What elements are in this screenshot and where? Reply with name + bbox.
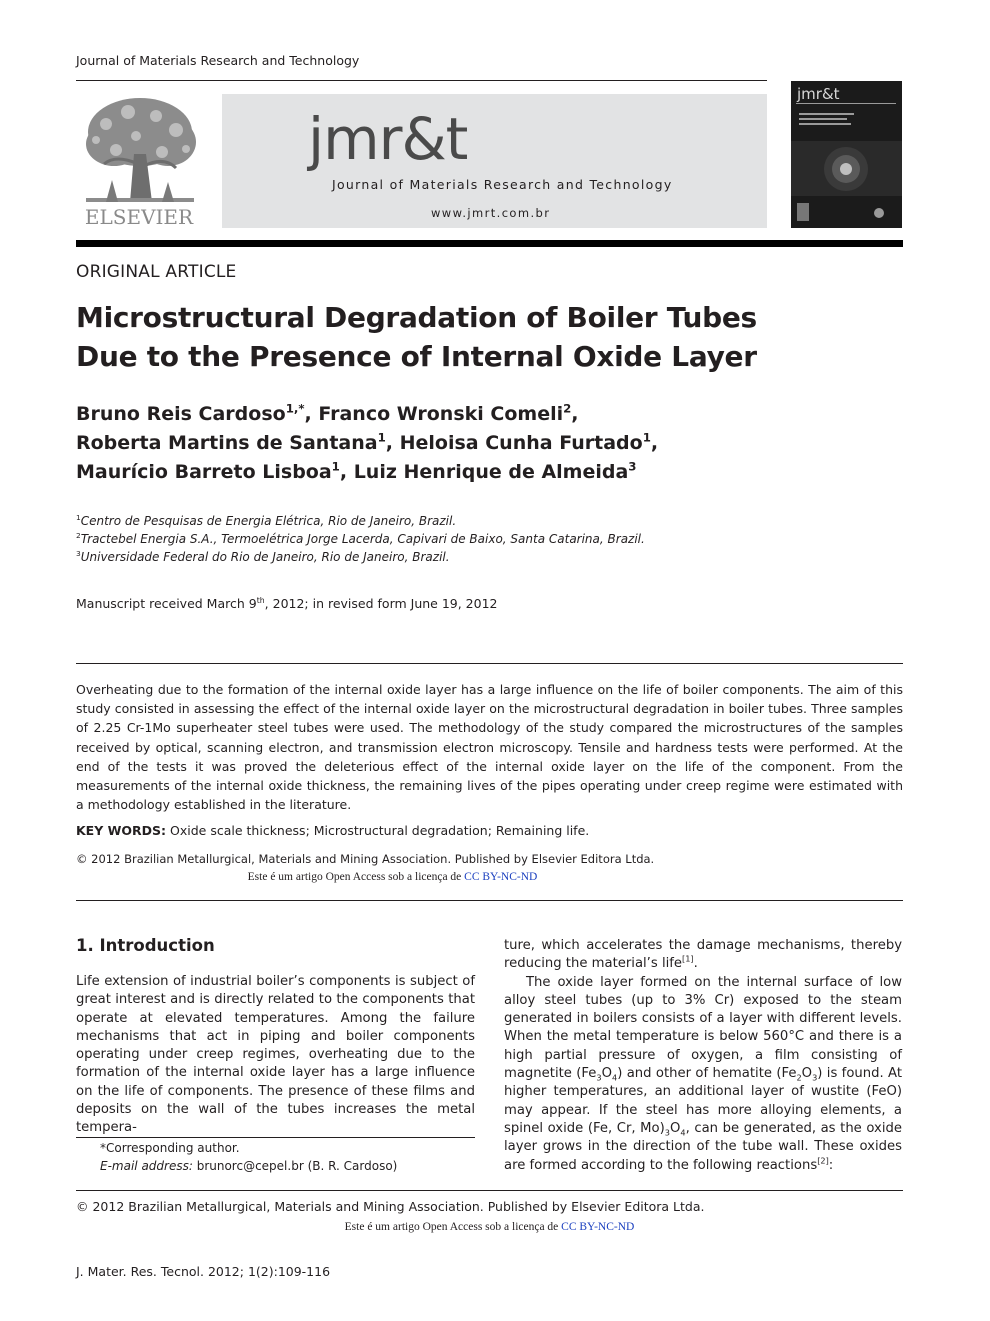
banner-subtitle: Journal of Materials Research and Technology: [332, 177, 673, 192]
banner-url[interactable]: www.jmrt.com.br: [431, 206, 551, 220]
abstract-bottom-rule: [76, 900, 903, 901]
paragraph: The oxide layer formed on the internal surface of low alloy steel tubes (up to 3% Cr) exposed to the steam generated in boilers consists of a layer with different levels. When the metal temperature is below 560°C and there is a high partial pressure of oxygen, a film consisting of magnetite $(Fe_3O_4)$ and other of hematite $(Fe_2O_3)$ is found. At higher temperatures, an additional layer of wustite (FeO) may appear. If the steel has more alloying elements, a spinel oxide (Fe, Cr, $Mo)_3O_4$, can be generated, as the oxide layer grows in the direction of the tube wall. These oxides are formed according to the following reactions[2]:: [504, 974, 902, 1173]
body-column-right: [504, 937, 902, 1175]
abstract-top-rule: [76, 663, 903, 664]
cover-title: jmr&t: [797, 85, 840, 103]
author-affiliation-mark: 2: [563, 401, 572, 416]
footnote-rule: [76, 1137, 475, 1138]
footer-license-link[interactable]: CC BY-NC-ND: [561, 1221, 635, 1233]
journal-name: Journal of Materials Research and Technology: [76, 53, 360, 68]
keywords-label: KEY WORDS:: [76, 823, 167, 838]
author-affiliation-mark: 1: [331, 459, 340, 474]
author-name[interactable]: Franco Wronski Comeli: [318, 403, 564, 425]
body-column-left: [76, 973, 475, 1138]
article-title-line-2: Due to the Presence of Internal Oxide Layer: [76, 340, 757, 373]
author-line: Maurício Barreto Lisboa$^1$, Luiz Henrique de Almeida$^3$: [76, 459, 637, 483]
journal-cover: [791, 81, 902, 228]
section-heading: 1. Introduction: [76, 936, 215, 955]
footer-copyright: © 2012 Brazilian Metallurgical, Materials and Mining Association. Published by Elsevier Editora Ltda.: [76, 1199, 705, 1214]
header-rule: [76, 80, 767, 81]
journal-citation: J. Mater. Res. Tecnol. 2012; 1(2):109-116: [76, 1264, 331, 1279]
elsevier-wordmark: ELSEVIER: [84, 205, 194, 229]
corresponding-author-note: *Corresponding author.: [100, 1141, 240, 1155]
author-line: Bruno Reis Cardoso$^{1,*}$, Franco Wronski Comeli$^2$,: [76, 401, 579, 425]
author-name[interactable]: Luiz Henrique de Almeida: [353, 461, 629, 483]
author-name[interactable]: Bruno Reis Cardoso: [76, 403, 286, 425]
author-name[interactable]: Roberta Martins de Santana: [76, 432, 378, 454]
footer-rule: [76, 1190, 903, 1191]
author-affiliation-mark: 3: [628, 459, 637, 474]
journal-banner: [222, 94, 767, 228]
author-line: Roberta Martins de Santana$^1$, Heloisa Cunha Furtado$^1$,: [76, 430, 659, 454]
paragraph: Life extension of industrial boiler’s components is subject of great interest and is directly related to the components that operate at elevated temperatures. Among the failure mechanisms that act in piping and boiler components operating under creep regimes, overheating due to the formation of the internal oxide layer has a large influence on the life of components. The presence of these films and deposits on the wall of the tubes increases the metal tempera-: [76, 974, 475, 1136]
jmrt-logo: jmr&t: [308, 105, 468, 173]
affiliation: $^3$Universidade Federal do Rio de Janeiro, Rio de Janeiro, Brazil.: [76, 549, 450, 564]
affiliation: $^1$Centro de Pesquisas de Energia Elétrica, Rio de Janeiro, Brazil.: [76, 513, 457, 528]
cover-image-icon: [791, 81, 902, 228]
abstract-license: Este é um artigo Open Access sob a licença de CC BY-NC-ND: [247, 871, 538, 883]
email-address[interactable]: brunorc@cepel.br (B. R. Cardoso): [192, 1159, 398, 1173]
footer-license: Este é um artigo Open Access sob a licença de CC BY-NC-ND: [344, 1221, 635, 1233]
author-affiliation-mark: 1: [642, 430, 651, 445]
keywords-list: Oxide scale thickness; Microstructural degradation; Remaining life.: [170, 823, 590, 838]
author-name[interactable]: Maurício Barreto Lisboa: [76, 461, 332, 483]
email-note: E-mail address: brunorc@cepel.br (B. R. Cardoso): [100, 1159, 398, 1173]
article-title-line-1: Microstructural Degradation of Boiler Tubes: [76, 301, 757, 334]
author-affiliation-mark: 1: [377, 430, 386, 445]
paragraph: ture, which accelerates the damage mechanisms, thereby reducing the material’s life[1].: [504, 938, 902, 972]
abstract-copyright: © 2012 Brazilian Metallurgical, Materials and Mining Association. Published by Elsevier Editora Ltda.: [76, 852, 655, 866]
keywords: [76, 823, 589, 838]
article-type: ORIGINAL ARTICLE: [76, 262, 237, 282]
abstract: Overheating due to the formation of the internal oxide layer has a large influence on the life of boiler components. The aim of this study consisted in assessing the effect of the internal oxide layer on the microstructural degradation in boiler tubes. Three samples of 2.25 Cr-1Mo superheater steel tubes were used. The methodology of the study compared the microstructures of the samples received by optical, scanning electron, and transmission electron microscopy. Tensile and hardness tests were performed. At the end of the tests it was proved the deleterious effect of the internal oxide layer on the life of the component. From the measurements of the internal oxide thickness, the remaining lives of the pipes operating under creep regime were estimated with a methodology established in the literature.: [76, 682, 903, 813]
author-affiliation-mark: 1,*: [285, 401, 305, 416]
citation-ref[interactable]: [1]: [682, 953, 694, 964]
license-link[interactable]: CC BY-NC-ND: [464, 871, 538, 883]
header-thick-rule: [76, 240, 903, 247]
affiliation: $^2$Tractebel Energia S.A., Termoelétrica Jorge Lacerda, Capivari de Baixo, Santa Catarina, Brazil.: [76, 531, 645, 546]
manuscript-dates: Manuscript received March 9th, 2012; in revised form June 19, 2012: [76, 595, 498, 611]
elsevier-tree-icon: [76, 94, 204, 206]
author-name[interactable]: Heloisa Cunha Furtado: [399, 432, 643, 454]
citation-ref[interactable]: [2]: [817, 1155, 829, 1166]
